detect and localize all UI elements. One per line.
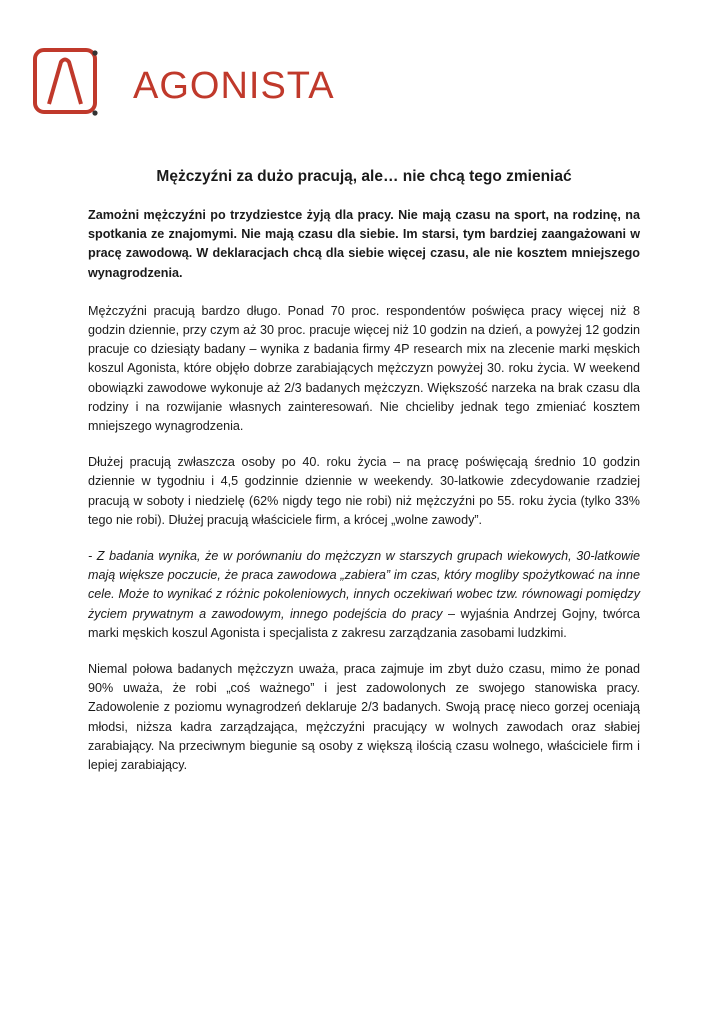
article-lead: Zamożni mężczyźni po trzydziestce żyją dla pracy. Nie mają czasu na sport, na rodzinę, na spotkania ze znajomymi. Nie mają czasu dla siebie. Im starsi, tym bardziej zaangażowani w pracę zawodową. W deklaracjach chcą dla siebie więcej czasu, ale nie kosztem mniejszego wynagrodzenia. bbox=[88, 208, 640, 280]
brand-name: AGONISTA bbox=[133, 64, 335, 107]
brand-logo bbox=[33, 48, 335, 118]
agonista-a-logo-icon bbox=[33, 48, 103, 118]
quote-attribution: – wyjaśnia Andrzej Gojny, twórca marki męskich koszul Agonista i specjalista z zakresu zarządzania zasobami ludzkimi. bbox=[88, 606, 640, 640]
article bbox=[88, 168, 640, 792]
article-paragraph-2: Dłużej pracują zwłaszcza osoby po 40. roku życia – na pracę poświęcają średnio 10 godzin dziennie w tygodniu i 4,5 godzinnie dziennie w weekendy. 30-latkowie zdecydowanie rzadziej pracują w soboty i niedzielę (62% nigdy tego nie robi) niż mężczyźni po 55. roku życia (tylko 33% tego nie robi). Dłużej pracują właściciele firm, a krócej „wolne zawody”. bbox=[88, 455, 640, 527]
article-quote-paragraph bbox=[88, 547, 640, 643]
article-paragraph-4: Niemal połowa badanych mężczyzn uważa, praca zajmuje im zbyt dużo czasu, mimo że ponad 90% uważa, że robi „coś ważnego” i jest zadowolonych ze swojego stanowiska pracy. Zadowolenie z poziomu wynagrodzeń deklaruje 2/3 badanych. Swoją pracę nieco gorzej oceniają młodsi, niższa kadra zarządzająca, mężczyźni pracujący w wolnych zawodach oraz słabiej zarabiający. Na przeciwnym biegunie są osoby z większą ilością czasu wolnego, właściciele firm i lepiej zarabiający. bbox=[88, 662, 640, 773]
article-title: Mężczyźni za dużo pracują, ale… nie chcą tego zmieniać bbox=[156, 168, 572, 185]
quote-text: - Z badania wynika, że w porównaniu do mężczyzn w starszych grupach wiekowych, 30-latkowie mają większe poczucie, że praca zawodowa „zabiera” im czas, który mogliby spożytkować na inne cele. Może to wynikać z różnic pokoleniowych, innych oczekiwań wobec tzw. równowagi pomiędzy życiem prywatnym a zawodowym, innego podejścia do pracy bbox=[88, 549, 640, 621]
article-paragraph-1: Mężczyźni pracują bardzo długo. Ponad 70 proc. respondentów poświęca pracy więcej niż 8 godzin dziennie, przy czym aż 30 proc. pracuje więcej niż 10 godzin na dzień, a powyżej 12 godzin pracuje co dziesiąty badany – wynika z badania firmy 4P research mix na zlecenie marki męskich koszul Agonista, które objęło dobrze zarabiających mężczyzn powyżej 30. roku życia. W weekend obowiązki zawodowe wykonuje aż 2/3 badanych mężczyzn. Większość narzeka na brak czasu dla rodziny i na rozwijanie własnych zainteresowań. Nie chcieliby jednak tego zmieniać kosztem mniejszego wynagrodzenia. bbox=[88, 303, 640, 434]
